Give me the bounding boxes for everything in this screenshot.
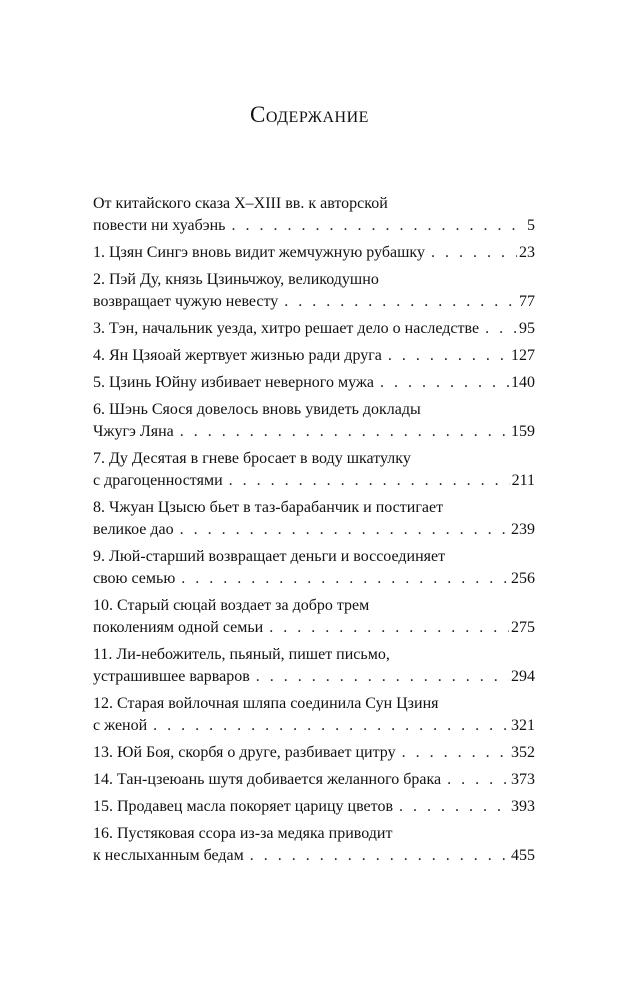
toc-entry-line	[93, 269, 535, 291]
toc-entry-title: Чжугэ Ляна	[93, 423, 174, 440]
toc-entry-line	[93, 715, 535, 737]
dot-leader	[380, 372, 509, 394]
dot-leader	[388, 345, 509, 367]
toc-page-number: 393	[511, 798, 535, 815]
toc-entry	[93, 823, 535, 867]
toc-entry	[93, 546, 535, 590]
toc-entry	[93, 497, 535, 541]
toc-entry	[93, 372, 535, 394]
toc-page-number: 23	[519, 244, 535, 261]
table-of-contents	[93, 193, 535, 872]
toc-entry-title: 13. Юй Боя, скорбя о друге, разбивает цитру	[93, 744, 396, 761]
dot-leader	[181, 568, 509, 590]
toc-entry	[93, 399, 535, 443]
toc-entry-line	[93, 845, 535, 867]
toc-entry	[93, 242, 535, 264]
toc-entry-line	[93, 497, 535, 519]
toc-entry-title: повести ни хуабэнь	[93, 217, 226, 234]
toc-page-number: 455	[511, 847, 535, 864]
toc-entry-title: с драгоценностями	[93, 472, 223, 489]
toc-page-number: 211	[511, 472, 535, 489]
dot-leader	[402, 742, 509, 764]
toc-entry-title: великое дао	[93, 521, 174, 538]
toc-entry-line	[93, 470, 535, 492]
dot-leader	[284, 291, 517, 313]
toc-entry-title: 7. Ду Десятая в гневе бросает в воду шкатулку	[93, 450, 411, 467]
toc-entry-line	[93, 644, 535, 666]
toc-entry-line	[93, 769, 535, 791]
toc-entry-line	[93, 823, 535, 845]
toc-entry-line	[93, 421, 535, 443]
toc-entry	[93, 345, 535, 367]
dot-leader	[269, 617, 509, 639]
dot-leader	[256, 666, 509, 688]
toc-entry	[93, 318, 535, 340]
toc-entry-line	[93, 345, 535, 367]
toc-page-number: 140	[511, 374, 535, 391]
toc-entry-line	[93, 399, 535, 421]
toc-page-number: 77	[519, 293, 535, 310]
toc-entry-line	[93, 568, 535, 590]
page-title: Содержание	[250, 102, 369, 127]
toc-entry	[93, 644, 535, 688]
dot-leader	[180, 421, 509, 443]
toc-entry-title: к неслыханным бедам	[93, 847, 244, 864]
dot-leader	[229, 470, 510, 492]
toc-entry-title: От китайского сказа X–XIII вв. к авторской	[93, 195, 388, 212]
toc-entry-line	[93, 372, 535, 394]
dot-leader	[153, 715, 509, 737]
toc-entry-line	[93, 242, 535, 264]
toc-entry-line	[93, 519, 535, 541]
toc-entry-title: 2. Пэй Ду, князь Цзиньчжоу, великодушно	[93, 271, 379, 288]
toc-entry-title: свою семью	[93, 570, 176, 587]
toc-entry-title: 1. Цзян Сингэ вновь видит жемчужную рубашку	[93, 244, 425, 261]
toc-entry-line	[93, 666, 535, 688]
toc-page-number: 352	[511, 744, 535, 761]
toc-page-number: 256	[511, 570, 535, 587]
toc-page-number: 373	[511, 771, 535, 788]
toc-entry	[93, 448, 535, 492]
toc-entry	[93, 595, 535, 639]
toc-entry-title: устрашившее варваров	[93, 668, 250, 685]
dot-leader	[447, 769, 509, 791]
toc-entry	[93, 796, 535, 818]
toc-entry	[93, 769, 535, 791]
toc-entry-title: 10. Старый сюцай воздает за добро трем	[93, 597, 370, 614]
toc-entry-line	[93, 742, 535, 764]
toc-entry-title: 8. Чжуан Цзысю бьет в таз-барабанчик и постигает	[93, 499, 444, 516]
toc-entry-line	[93, 215, 535, 237]
toc-entry-line	[93, 595, 535, 617]
toc-page-number: 294	[511, 668, 535, 685]
toc-page-number: 239	[511, 521, 535, 538]
toc-page-number: 321	[511, 717, 535, 734]
dot-leader	[431, 242, 517, 264]
toc-entry-title: 15. Продавец масла покоряет царицу цветов	[93, 798, 393, 815]
toc-entry-title: 16. Пустяковая ссора из-за медяка приводит	[93, 825, 393, 842]
toc-entry-title: 9. Люй-старший возвращает деньги и воссоединяет	[93, 548, 446, 565]
toc-page-number: 275	[511, 619, 535, 636]
toc-entry	[93, 269, 535, 313]
toc-page-number: 95	[519, 320, 535, 337]
toc-entry-title: возвращает чужую невесту	[93, 293, 279, 310]
toc-entry-title: 5. Цзинь Юйну избивает неверного мужа	[93, 374, 375, 391]
toc-page-number: 159	[511, 423, 535, 440]
toc-entry-line	[93, 318, 535, 340]
toc-entry-line	[93, 796, 535, 818]
dot-leader	[485, 318, 517, 340]
toc-entry-title: с женой	[93, 717, 148, 734]
toc-entry-title: 4. Ян Цзяоай жертвует жизнью ради друга	[93, 347, 382, 364]
dot-leader	[399, 796, 509, 818]
toc-entry-line	[93, 193, 535, 215]
toc-entry-line	[93, 617, 535, 639]
dot-leader	[231, 215, 525, 237]
toc-entry-line	[93, 448, 535, 470]
toc-entry-title: 12. Старая войлочная шляпа соединила Сун Цзиня	[93, 695, 439, 712]
toc-page-number: 5	[527, 217, 535, 234]
toc-entry	[93, 693, 535, 737]
toc-entry-line	[93, 291, 535, 313]
toc-entry	[93, 193, 535, 237]
toc-entry-line	[93, 693, 535, 715]
toc-entry-title: 6. Шэнь Сяося довелось вновь увидеть доклады	[93, 401, 421, 418]
toc-entry	[93, 742, 535, 764]
dot-leader	[250, 845, 509, 867]
toc-entry-title: 3. Тэн, начальник уезда, хитро решает дело о наследстве	[93, 320, 480, 337]
toc-page-number: 127	[511, 347, 535, 364]
toc-entry-line	[93, 546, 535, 568]
toc-entry-title: 14. Тан-цзеюань шутя добивается желанного брака	[93, 771, 442, 788]
toc-entry-title: 11. Ли-небожитель, пьяный, пишет письмо,	[93, 646, 390, 663]
toc-entry-title: поколениям одной семьи	[93, 619, 264, 636]
dot-leader	[180, 519, 509, 541]
